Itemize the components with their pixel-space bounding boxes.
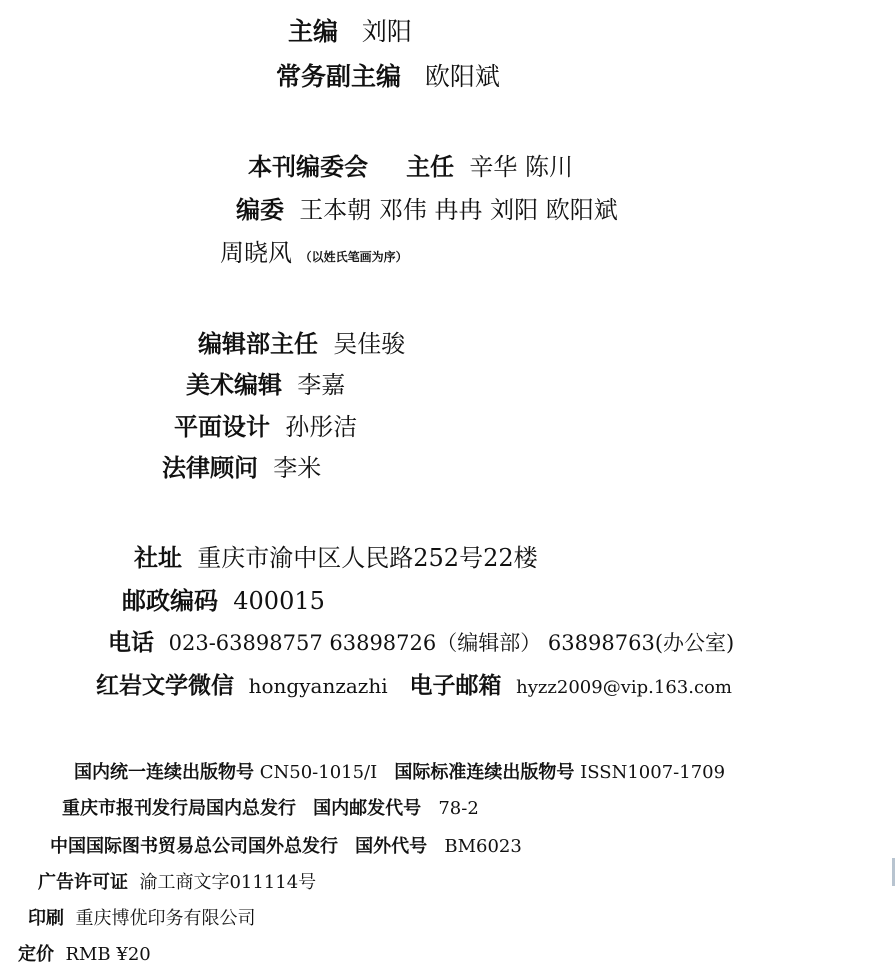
phone-label: 电话 (108, 630, 154, 656)
committee-members-cont: 周晓风 (220, 239, 292, 267)
email-label: 电子邮箱 (409, 673, 502, 699)
postcode-row (122, 589, 325, 613)
staff-row-2 (186, 373, 345, 397)
staff-name: 孙彤洁 (285, 413, 358, 441)
committee-members-cont-row (220, 241, 408, 265)
committee-row (248, 155, 573, 179)
foreign-code-label: 国外代号 (355, 836, 428, 857)
exec-deputy-editor-row (276, 64, 500, 89)
staff-name: 李米 (273, 454, 322, 482)
foreign-distribution-row (50, 838, 522, 856)
staff-label: 平面设计 (174, 413, 270, 441)
editor-in-chief-row (288, 19, 412, 44)
staff-label: 编辑部主任 (198, 330, 318, 358)
committee-label: 本刊编委会 (248, 153, 368, 181)
staff-row-3 (174, 415, 357, 439)
editor-in-chief-label: 主编 (288, 17, 339, 46)
committee-members: 王本朝 邓伟 冉冉 刘阳 欧阳斌 (299, 196, 618, 224)
issn-number: ISSN1007-1709 (580, 762, 726, 783)
foreign-distributor: 中国国际图书贸易总公司国外总发行 (50, 836, 338, 857)
committee-members-row (236, 198, 618, 222)
staff-row-1 (198, 332, 405, 356)
committee-director-label: 主任 (406, 153, 455, 181)
exec-deputy-editor-label: 常务副主编 (276, 62, 402, 91)
serial-numbers-row (74, 764, 725, 782)
wechat-label: 红岩文学微信 (96, 673, 234, 699)
address-label: 社址 (134, 544, 182, 572)
phone-row (108, 632, 734, 655)
foreign-code: BM6023 (444, 836, 522, 857)
staff-row-4 (162, 456, 321, 480)
staff-name: 李嘉 (297, 371, 346, 399)
ad-license-number: 渝工商文字011114号 (139, 872, 317, 893)
postcode-label: 邮政编码 (122, 587, 218, 615)
exec-deputy-editor-name: 欧阳斌 (424, 62, 500, 91)
price-value: RMB ¥20 (65, 944, 151, 965)
domestic-distribution-row (62, 800, 479, 818)
staff-name: 吴佳骏 (333, 330, 406, 358)
domestic-code-label: 国内邮发代号 (313, 798, 422, 819)
editor-in-chief-name: 刘阳 (361, 17, 412, 46)
printer-label: 印刷 (28, 908, 64, 929)
address-row (134, 546, 538, 570)
email-address: hyzz2009@vip.163.com (516, 677, 732, 698)
domestic-distributor: 重庆市报刊发行局国内总发行 (62, 798, 296, 819)
cn-label: 国内统一连续出版物号 (74, 762, 254, 783)
price-label: 定价 (18, 944, 54, 965)
printer-row (28, 910, 255, 928)
postcode-value: 400015 (233, 587, 325, 615)
address-value: 重庆市渝中区人民路252号22楼 (197, 544, 538, 572)
ad-license-row (38, 874, 316, 892)
ad-license-label: 广告许可证 (38, 872, 128, 893)
committee-order-note: （以姓氏笔画为序） (299, 250, 408, 264)
issn-label: 国际标准连续出版物号 (394, 762, 575, 783)
wechat-id: hongyanzazhi (248, 674, 388, 698)
printer-name: 重庆博优印务有限公司 (75, 908, 256, 929)
cn-number: CN50-1015/I (259, 762, 378, 783)
staff-label: 美术编辑 (186, 371, 282, 399)
staff-label: 法律顾问 (162, 454, 258, 482)
domestic-code: 78-2 (438, 798, 479, 819)
price-row (18, 946, 151, 964)
phone-value: 023-63898757 63898726（编辑部） 63898763(办公室) (168, 631, 735, 655)
committee-members-label: 编委 (236, 196, 284, 224)
committee-directors: 辛华 陈川 (469, 153, 574, 181)
wechat-email-row (96, 675, 732, 698)
